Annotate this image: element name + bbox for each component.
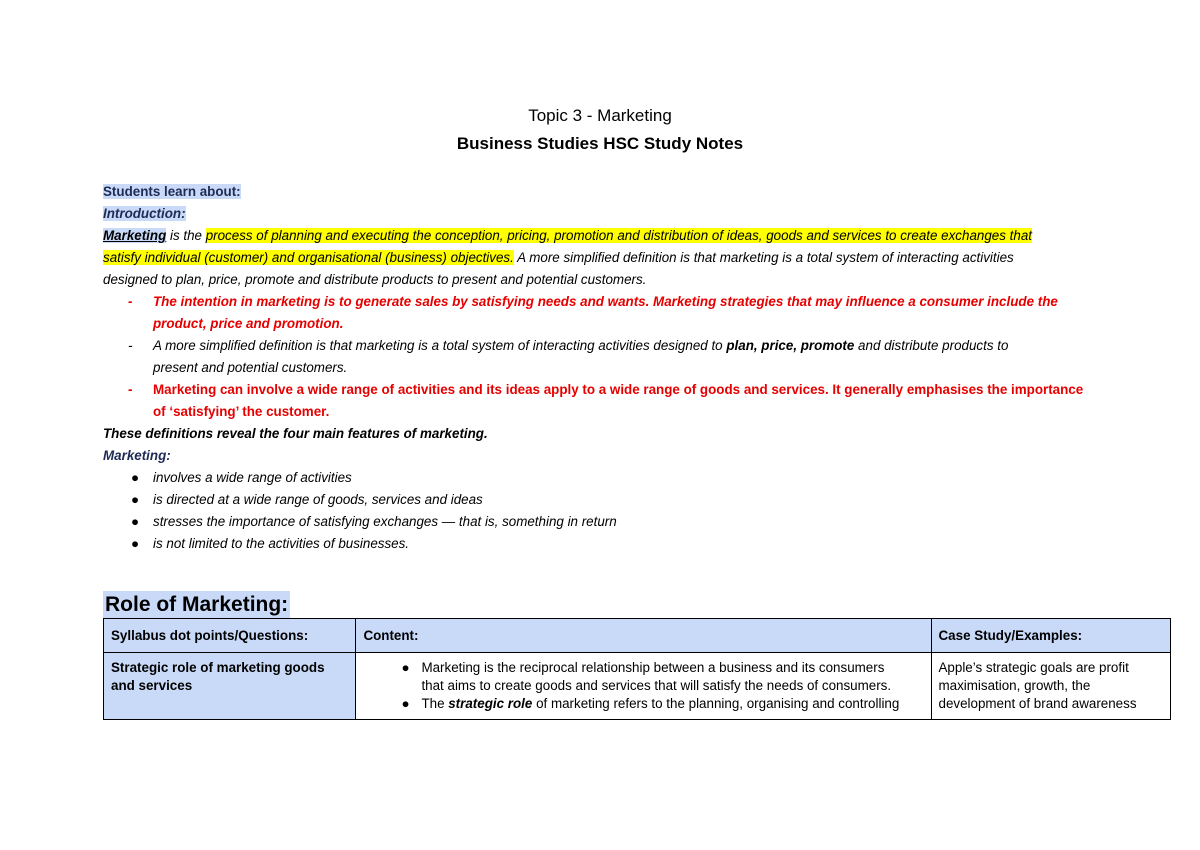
list-item bbox=[363, 659, 923, 695]
dash-item-text: present and potential customers. bbox=[153, 360, 348, 375]
marketing-label: Marketing: bbox=[103, 448, 171, 463]
column-header-case-study: Case Study/Examples: bbox=[931, 619, 1171, 653]
dash-item-text: The intention in marketing is to generate sales by satisfying needs and wants. Marketing strategies that may influence a consumer include the bbox=[153, 294, 1058, 309]
dash-item-text: Marketing can involve a wide range of activities and its ideas apply to a wide range of goods and services. It generally emphasises the importance bbox=[153, 382, 1084, 397]
bullet-icon: ● bbox=[131, 514, 140, 529]
bullet-icon: ● bbox=[401, 696, 410, 711]
introduction-line bbox=[103, 203, 1103, 225]
definition-connector: is the bbox=[166, 228, 206, 243]
content-cell bbox=[356, 653, 931, 720]
feature-text: stresses the importance of satisfying exchanges — that is, something in return bbox=[153, 514, 617, 529]
students-learn-label: Students learn about: bbox=[103, 184, 241, 199]
feature-item bbox=[103, 489, 1103, 511]
syllabus-text: Strategic role of marketing goods bbox=[111, 660, 325, 675]
column-header-syllabus: Syllabus dot points/Questions: bbox=[104, 619, 356, 653]
dash-item-intention bbox=[103, 291, 1103, 335]
dash-mark: - bbox=[128, 382, 133, 397]
bullet-icon: ● bbox=[131, 536, 140, 551]
introduction-label: Introduction: bbox=[103, 206, 186, 221]
definition-term: Marketing bbox=[103, 228, 167, 243]
dash-item-text: product, price and promotion. bbox=[153, 316, 344, 331]
features-reveal: These definitions reveal the four main features of marketing. bbox=[103, 426, 488, 441]
feature-item bbox=[103, 533, 1103, 555]
content-text: that aims to create goods and services that will satisfy the needs of consumers. bbox=[421, 678, 892, 693]
definition-rest: A more simplified definition is that marketing is a total system of interacting activities bbox=[513, 250, 1014, 265]
feature-item bbox=[103, 467, 1103, 489]
page-title: Topic 3 - Marketing bbox=[528, 106, 672, 125]
dash-mark: - bbox=[128, 294, 133, 309]
text-span: A more simplified definition is that marketing is a total system of interacting activities designed to bbox=[153, 338, 727, 353]
definition-line-1 bbox=[103, 225, 1103, 247]
definition-line-3: designed to plan, price, promote and distribute products to present and potential customers. bbox=[103, 272, 647, 287]
definition-highlight-1: process of planning and executing the conception, pricing, promotion and distribution of ideas, goods and services to create exchanges that bbox=[205, 228, 1032, 243]
syllabus-text: and services bbox=[111, 678, 193, 693]
content-text bbox=[421, 695, 923, 713]
text-span: The bbox=[421, 696, 449, 711]
column-header-content: Content: bbox=[356, 619, 931, 653]
case-text: development of brand awareness bbox=[938, 696, 1137, 711]
table-row bbox=[104, 653, 1171, 720]
bold-italic-span: strategic role bbox=[448, 696, 533, 711]
dash-item-text bbox=[153, 335, 1103, 357]
bullet-icon: ● bbox=[401, 660, 410, 675]
case-text: maximisation, growth, the bbox=[938, 678, 1091, 693]
page-subtitle: Business Studies HSC Study Notes bbox=[456, 134, 744, 153]
content-list bbox=[363, 659, 923, 713]
feature-text: is not limited to the activities of businesses. bbox=[153, 536, 410, 551]
table-header-row bbox=[104, 619, 1171, 653]
bullet-icon: ● bbox=[131, 492, 140, 507]
feature-text: involves a wide range of activities bbox=[153, 470, 352, 485]
dash-mark: - bbox=[128, 338, 133, 353]
role-of-marketing-heading: Role of Marketing: bbox=[103, 591, 290, 619]
bold-span: plan, price, promote bbox=[726, 338, 855, 353]
students-learn-line bbox=[103, 181, 1103, 203]
dash-item-text: of ‘satisfying’ the customer. bbox=[153, 404, 330, 419]
case-study-cell bbox=[931, 653, 1171, 720]
feature-item bbox=[103, 511, 1103, 533]
list-item bbox=[363, 695, 923, 713]
intro-section bbox=[103, 181, 1103, 555]
text-span: of marketing refers to the planning, organising and controlling bbox=[532, 696, 900, 711]
text-span: and distribute products to bbox=[854, 338, 1009, 353]
definition-highlight-2: satisfy individual (customer) and organisational (business) objectives. bbox=[103, 250, 514, 265]
definition-line-2 bbox=[103, 247, 1103, 269]
dash-item-range bbox=[103, 379, 1103, 423]
bullet-icon: ● bbox=[131, 470, 140, 485]
role-table bbox=[103, 618, 1171, 720]
case-text: Apple’s strategic goals are profit bbox=[938, 660, 1129, 675]
content-text: Marketing is the reciprocal relationship between a business and its consumers bbox=[421, 660, 885, 675]
dash-item-simplified bbox=[103, 335, 1103, 379]
feature-text: is directed at a wide range of goods, services and ideas bbox=[153, 492, 483, 507]
syllabus-cell bbox=[104, 653, 356, 720]
